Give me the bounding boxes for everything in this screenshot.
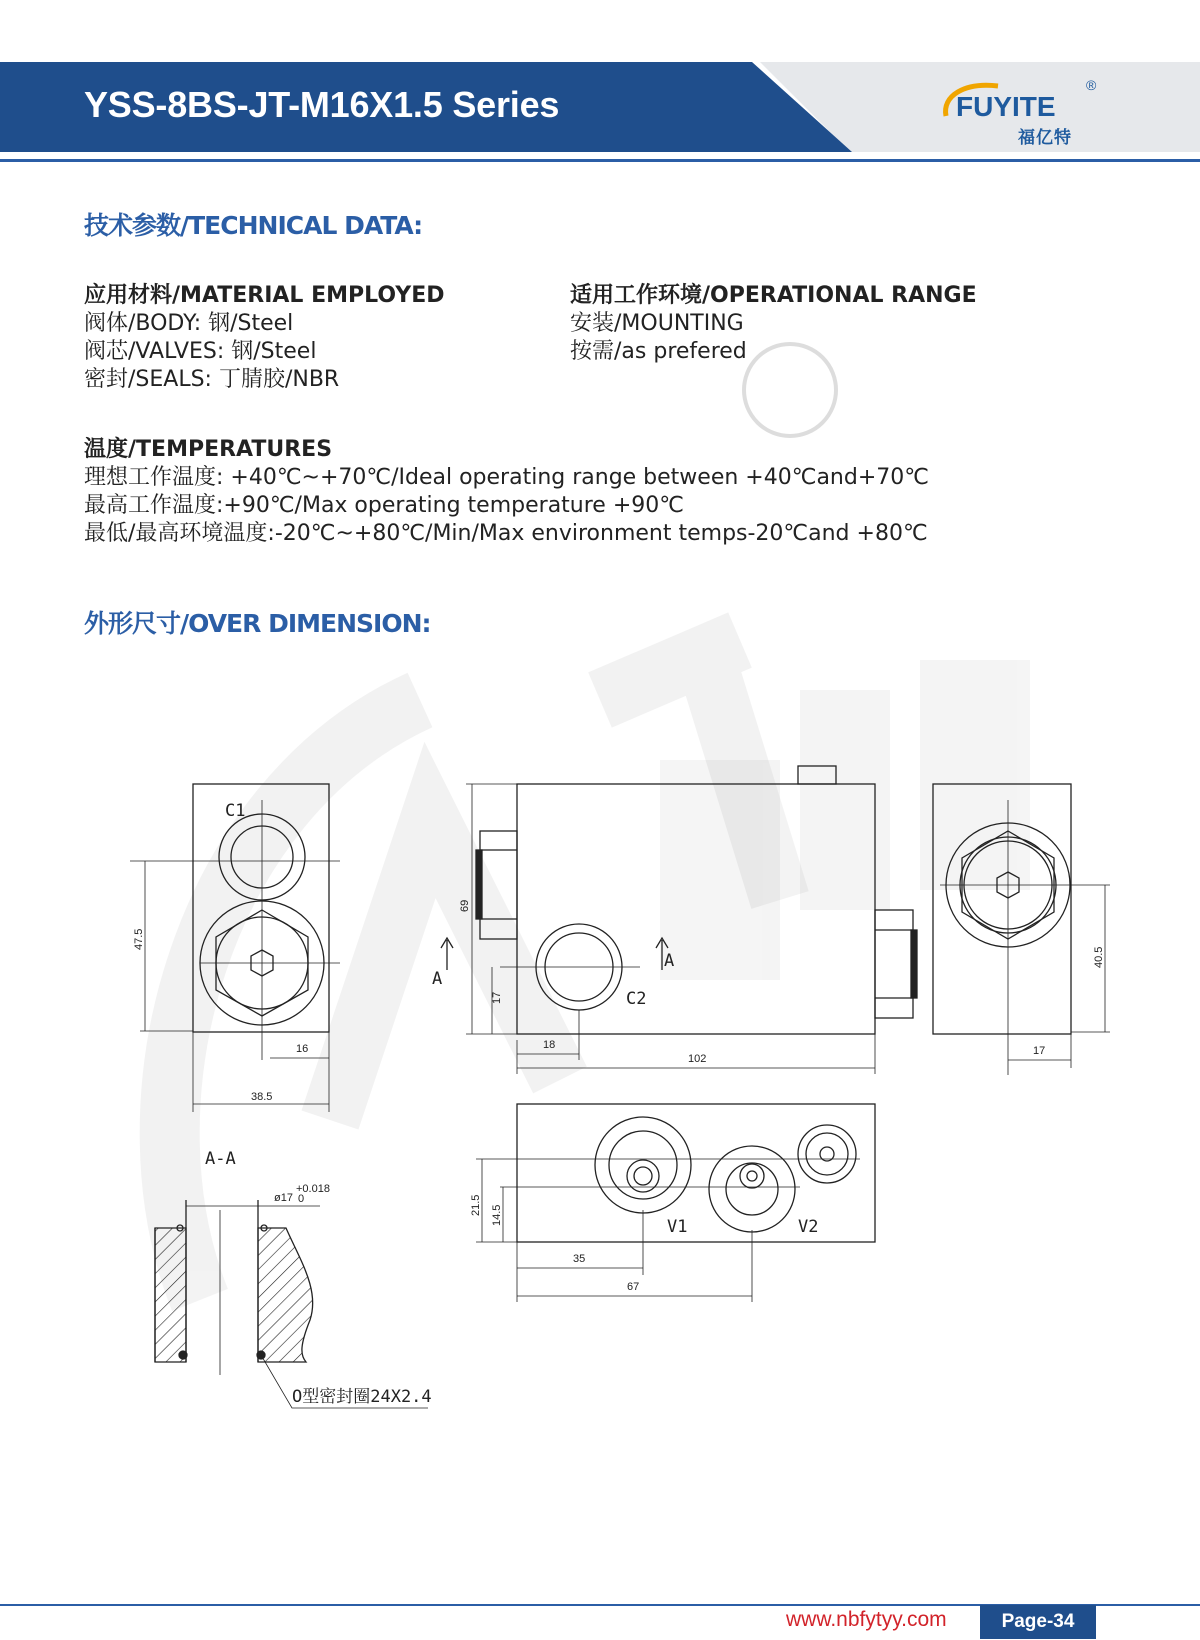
dim-16: 16 [296,1043,309,1055]
over-dimension-heading: 外形尺寸/OVER DIMENSION: [84,609,431,638]
dim-47-5: 47.5 [133,928,145,950]
bore-tolerance-upper: +0.018 [296,1183,330,1195]
port-label-c2: C2 [626,989,647,1009]
website-url[interactable]: www.nbfytyy.com [786,1608,947,1631]
dim-17-right: 17 [1033,1045,1046,1057]
temperature-ideal: 理想工作温度: +40℃~+70℃/Ideal operating range between +40℃and+70℃ [84,465,929,490]
material-valves: 阀芯/VALVES: 钢/Steel [84,339,317,364]
left-end-view [130,784,340,1112]
operational-title: 适用工作环境/OPERATIONAL RANGE [570,283,977,308]
temperatures-title: 温度/TEMPERATURES [84,437,333,462]
svg-text:FUYITE: FUYITE [956,91,1056,122]
temperature-minmax: 最低/最高环境温度:-20℃~+80℃/Min/Max environment temps-20℃and +80℃ [84,521,928,546]
dim-69: 69 [459,899,471,912]
dim-18: 18 [543,1039,556,1051]
front-view [441,766,917,1074]
material-title: 应用材料/MATERIAL EMPLOYED [84,283,445,308]
logo-chinese-name: 福亿特 [1018,128,1072,148]
page-number: Page-34 [980,1605,1096,1639]
operational-mounting: 安装/MOUNTING [570,311,744,336]
operational-as-prefered: 按需/as prefered [570,339,747,364]
port-label-v1: V1 [667,1217,688,1237]
dim-40-5: 40.5 [1093,946,1105,968]
dim-21-5: 21.5 [470,1194,482,1216]
dim-38-5: 38.5 [251,1091,273,1103]
section-title: A-A [205,1149,236,1169]
temperature-max: 最高工作温度:+90℃/Max operating temperature +90℃ [84,493,684,518]
page-title: YSS-8BS-JT-M16X1.5 Series [84,84,560,125]
dim-17-side: 17 [491,991,503,1004]
bore-tolerance-lower: 0 [298,1193,305,1205]
top-view [476,1104,875,1302]
bore-diameter: ø17 [274,1192,293,1204]
section-arrow-label-right: A [664,951,675,971]
dim-67: 67 [627,1281,640,1293]
dim-102: 102 [688,1053,707,1065]
right-end-view [933,784,1110,1075]
oring-spec: O型密封圈24X2.4 [292,1387,432,1407]
section-arrow-label-left: A [432,969,443,989]
material-seals: 密封/SEALS: 丁腈胶/NBR [84,367,340,392]
port-label-v2: V2 [798,1217,819,1237]
technical-data-heading: 技术参数/TECHNICAL DATA: [84,211,423,240]
material-body: 阀体/BODY: 钢/Steel [84,311,294,336]
svg-text:®: ® [1086,77,1097,93]
section-a-a [155,1200,428,1408]
dim-35: 35 [573,1253,586,1265]
port-label-c1: C1 [225,801,246,821]
dim-14-5: 14.5 [491,1204,503,1226]
